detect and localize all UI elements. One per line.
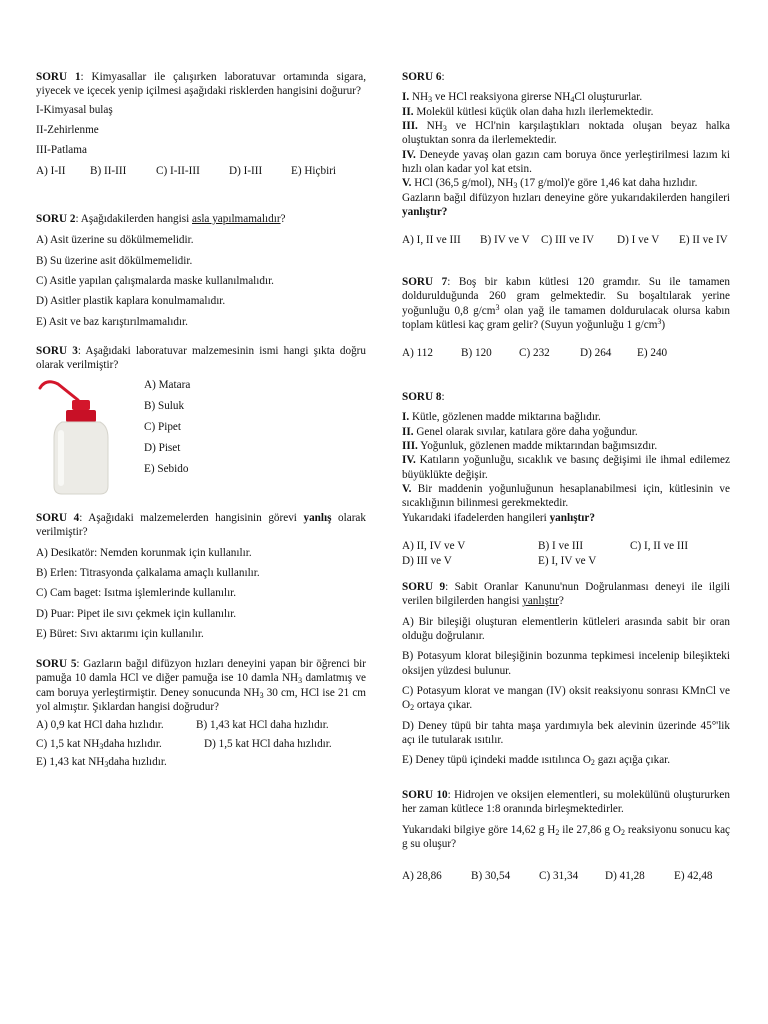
q7-options	[402, 346, 730, 360]
q6-options	[402, 233, 730, 247]
question-3-text: SORU 3: Aşağıdaki laboratuvar malzemesinin ismi hangi şıkta doğru olarak verilmiştir?	[36, 345, 366, 372]
question-1-text: SORU 1: Kimyasallar ile çalışırken laboratuvar ortamında sigara, yiyecek ve içecek yenip içilmesi aşağıdaki risklerden hangisini doğurur?	[36, 71, 366, 98]
option[interactable]: E) Deney tüpü içindeki madde ısıtılınca $O_2$ gazı açığa çıkar.	[402, 754, 671, 768]
q8-item: III. Yoğunluk, gözlenen madde miktarından bağımsızdır.	[402, 439, 658, 452]
option[interactable]: D) 1,5 kat HCl daha hızlıdır.	[204, 737, 332, 750]
option[interactable]: E) Hiçbiri	[291, 164, 337, 177]
option[interactable]: C) Pipet	[144, 421, 181, 433]
option[interactable]: C) Potasyum klorat ve mangan (IV) oksit reaksiyonu sonrası KMnCl ve $O_2$ ortaya çıkar.	[402, 684, 730, 713]
option[interactable]: C) III ve IV	[541, 234, 595, 247]
option[interactable]: E) 42,48	[674, 870, 713, 883]
option[interactable]: E) Asit ve baz karıştırılmamalıdır.	[36, 315, 188, 328]
q8-item: V. Bir maddenin yoğunluğunun hesaplanabilmesi için, kütlesinin ve sıcaklığının bilinmesi gerekmektedir.	[402, 482, 730, 510]
option[interactable]: D) Deney tüpü bir tahta maşa yardımıyla bek alevinin üzerinde 45°'lik açı ile tutularak ısıtılır.	[402, 719, 730, 746]
option[interactable]: C) 232	[519, 347, 550, 360]
q1-item: II-Zehirlenme	[36, 123, 99, 136]
question-2	[36, 212, 366, 333]
option[interactable]: D) I-III	[229, 164, 263, 177]
q8-item: IV. Katıların yoğunluğu, sıcaklık ve basınç değişimi ile ihmal edilemez büyüklükte değişir.	[402, 454, 730, 481]
option[interactable]: D) Asitler plastik kaplara konulmamalıdır.	[36, 295, 226, 308]
option[interactable]: E) 1,43 kat $NH_3daha$ hızlıdır.	[36, 755, 167, 769]
question-7-text: SORU 7: Boş bir kabın kütlesi 120 gramdır. Su ile tamamen doldurulduğunda 260 gram gelmektedir. Su boşaltılarak yerine yoğunluğu 0,8 $g/cm^3$ olan yağ ile tamamen doldurulacak olursa kabın toplam kütlesi kaç gram gelir? (Suyun yoğunluğu 1 $g/cm^3$)	[402, 276, 730, 331]
q1-item: I-Kimyasal bulaş	[36, 103, 113, 116]
option[interactable]: D) I ve V	[617, 234, 660, 247]
option[interactable]: D) 264	[580, 347, 612, 360]
question-10-text: SORU 10: Hidrojen ve oksijen elementleri, su molekülünü oluştururken her zaman kütlece 1:8 oranında birleşmektedirler.	[402, 789, 730, 816]
option[interactable]: E) Sebido	[144, 463, 189, 475]
question-10-question: Yukarıdaki bilgiye göre 14,62 g $H_2$ ile 27,86 g $O_2$ reaksiyonu sonucu kaç g su oluşur?	[402, 823, 730, 850]
question-4-text: SORU 4: Aşağıdaki malzemelerden hangisinin görevi yanlış olarak verilmiştir?	[36, 512, 366, 539]
question-9	[402, 580, 730, 772]
wash-bottle-icon	[36, 378, 146, 496]
option[interactable]: B) Erlen: Titrasyonda çalkalama amaçlı kullanılır.	[36, 566, 260, 579]
option[interactable]: A) Bir bileşiği oluşturan elementlerin kütleleri arasında sabit bir oran olduğu doğrulanır.	[402, 615, 730, 642]
option[interactable]: A) Asit üzerine su dökülmemelidir.	[36, 234, 194, 247]
q8-question: Yukarıdaki ifadelerden hangileri yanlıştır?	[402, 511, 595, 524]
option[interactable]: B) 1,43 kat HCl daha hızlıdır.	[196, 719, 329, 732]
option[interactable]: C) Cam baget: Isıtma işlemlerinde kullanılır.	[36, 587, 237, 600]
question-9-text: SORU 9: Sabit Oranlar Kanunu'nun Doğrulanması deneyi ile ilgili verilen bilgilerden hangisi yanlıştır?	[402, 581, 730, 608]
q10-options	[402, 869, 730, 883]
question-7	[402, 275, 730, 361]
question-2-text: SORU 2: Aşağıdakilerden hangisi asla yapılmamalıdır?	[36, 213, 286, 225]
option[interactable]: A) II, IV ve V	[402, 539, 466, 552]
q5-options-row	[36, 755, 366, 769]
q1-options	[36, 164, 366, 178]
option[interactable]: B) 120	[461, 347, 492, 360]
option[interactable]: C) 1,5 kat $NH_3daha$ hızlıdır.	[36, 737, 162, 751]
option[interactable]: C) I, II ve III	[630, 539, 689, 552]
q1-item: III-Patlama	[36, 144, 87, 157]
q6-question: Gazların bağıl difüzyon hızları deneyine göre yukarıdakilerden hangileri yanlıştır?	[402, 191, 730, 218]
q6-item: II. Molekül kütlesi küçük olan daha hızlı ilerlemektedir.	[402, 105, 654, 118]
option[interactable]: C) 31,34	[539, 870, 579, 883]
q3-options	[144, 378, 190, 483]
question-4	[36, 511, 366, 645]
question-6	[402, 70, 730, 248]
q5-options-row	[36, 737, 366, 751]
question-8-title: SORU 8:	[402, 391, 445, 403]
option[interactable]: D) III ve V	[402, 555, 452, 568]
question-6-title: SORU 6:	[402, 71, 445, 83]
option[interactable]: C) Asitle yapılan çalışmalarda maske kullanılmalıdır.	[36, 274, 274, 287]
option[interactable]: C) I-II-III	[156, 164, 200, 177]
question-8	[402, 390, 730, 569]
q6-item: IV. Deneyde yavaş olan gazın cam boruya önce yerleştirilmesi lazım ki hızlı olan kadar yol kat etsin.	[402, 148, 730, 175]
option[interactable]: B) 30,54	[471, 870, 511, 883]
q8-options	[402, 539, 730, 569]
option[interactable]: B) IV ve V	[480, 234, 530, 247]
option[interactable]: B) Suluk	[144, 400, 185, 412]
option[interactable]: E) Büret: Sıvı aktarımı için kullanılır.	[36, 627, 204, 640]
option[interactable]: A) 112	[402, 347, 433, 360]
option[interactable]: A) Desikatör: Nemden korunmak için kullanılır.	[36, 546, 252, 559]
option[interactable]: D) 41,28	[605, 870, 645, 883]
option[interactable]: A) I-II	[36, 164, 66, 177]
option[interactable]: D) Puar: Pipet ile sıvı çekmek için kullanılır.	[36, 607, 237, 620]
q6-item: V. HCl (36,5 g/mol), $NH_3$ (17 g/mol)'e göre 1,46 kat daha hızlıdır.	[402, 177, 698, 191]
option[interactable]: B) II-III	[90, 164, 127, 177]
option[interactable]: E) 240	[637, 347, 668, 360]
question-5-text: SORU 5: Gazların bağıl difüzyon hızları deneyini yapan bir öğrenci bir pamuğa 10 damla HCl ve diğer pamuğa ise 10 damla $NH_3$ damlatmış ve cam boruya yerleştirmiştir. Deney sonucunda $NH_3$ 30 cm, HCl ise 21 cm yol almıştır. Şıklardan hangisi doğrudur?	[36, 658, 367, 713]
question-10	[402, 788, 730, 884]
option[interactable]: E) I, IV ve V	[538, 555, 597, 568]
q6-item: III. $NH_3$ ve HCl'nin karşılaştıkları noktada oluşan beyaz halka oluştuktan sonra da ilerlemektedir.	[402, 119, 730, 147]
option[interactable]: B) Potasyum klorat bileşiğinin bozunma tepkimesi incelenip bileşikteki oksijen yüzdesi bulunur.	[402, 650, 730, 677]
q5-options-row	[36, 718, 366, 732]
q8-item: I. Kütle, gözlenen madde miktarına bağlıdır.	[402, 411, 601, 424]
option[interactable]: A) I, II ve III	[402, 234, 461, 247]
q8-item: II. Genel olarak sıvılar, katılara göre daha yoğundur.	[402, 425, 638, 438]
question-5	[36, 657, 366, 769]
option[interactable]: A) 0,9 kat HCl daha hızlıdır.	[36, 719, 164, 732]
option[interactable]: D) Piset	[144, 442, 181, 454]
question-3	[36, 344, 366, 377]
option[interactable]: B) I ve III	[538, 539, 584, 552]
q6-item: I. $NH_3$ ve HCl reaksiyona girerse $NH_4Cl$ oluştururlar.	[402, 91, 643, 105]
option[interactable]: A) 28,86	[402, 870, 442, 883]
option[interactable]: B) Su üzerine asit dökülmemelidir.	[36, 254, 193, 267]
option[interactable]: A) Matara	[144, 379, 191, 391]
option[interactable]: E) II ve IV	[679, 234, 728, 247]
question-1	[36, 70, 366, 178]
